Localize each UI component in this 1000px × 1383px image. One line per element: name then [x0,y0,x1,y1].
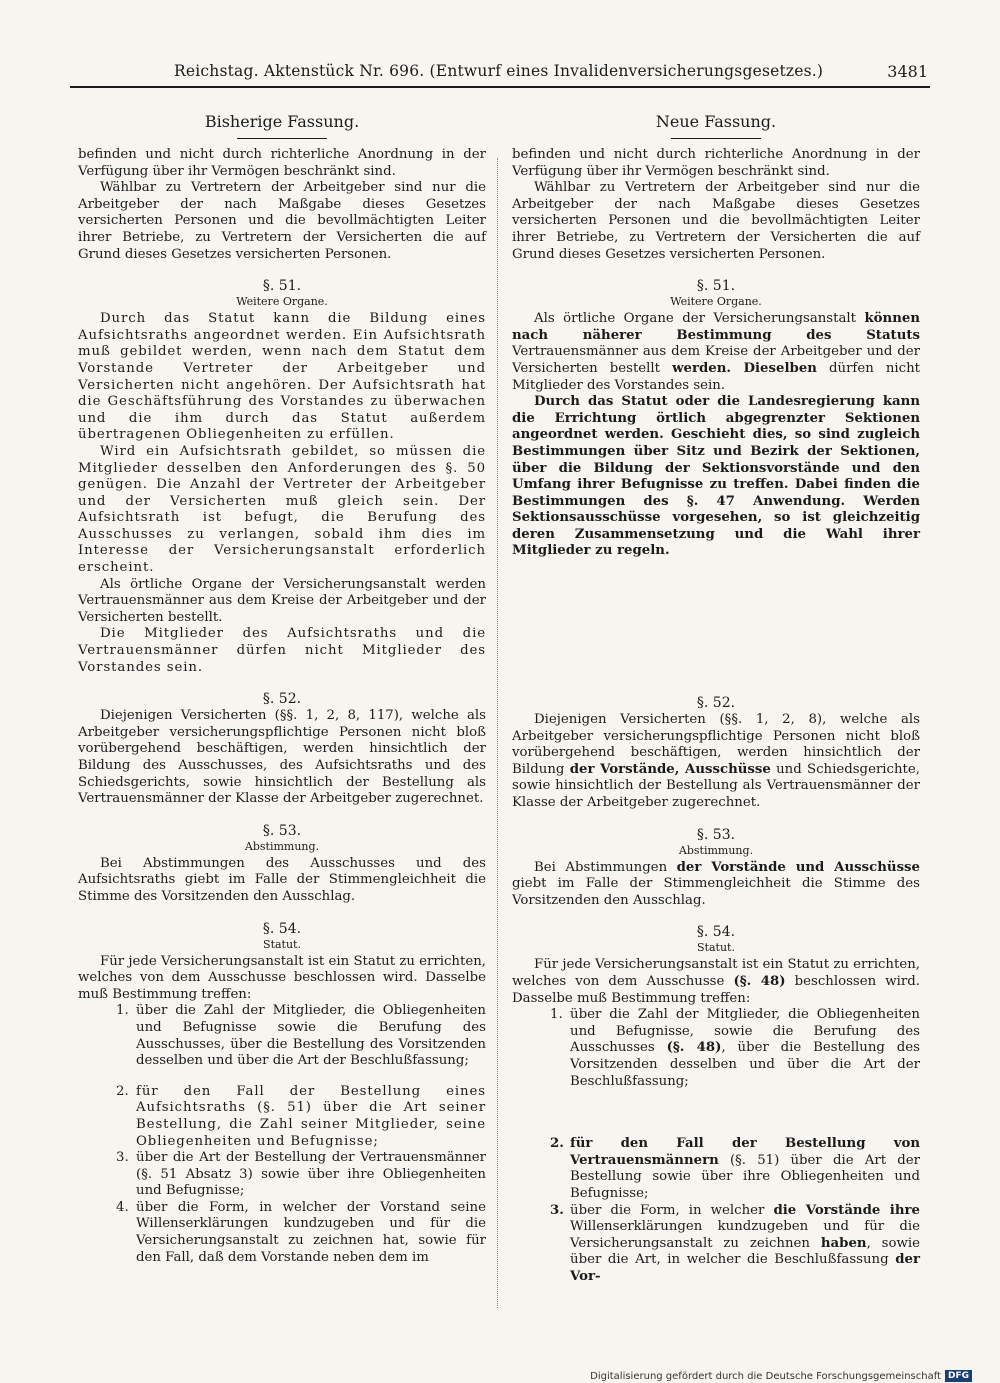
bold-run: der Vorstände, Ausschüsse [569,761,771,777]
bold-run: die Vorstände ihre [773,1202,920,1218]
list-number: 4. [116,1199,129,1215]
section-subtitle: Weitere Organe. [236,295,328,309]
paragraph: Durch das Statut kann die Bildung eines Aufsichtsraths angeordnet werden. Ein Aufsichtsrath muß gebildet werden, wenn nach dem Statut dem Vorstande Vertreter der Arbeitgeber und Versicherten nicht angehören. Der Aufsichtsrath hat die Geschäftsführung des Vorstandes zu überwachen und die ihm durch das Statut außerdem übertragenen Obliegenheiten zu erfüllen. [78,311,486,443]
section-subtitle: Statut. [697,941,735,955]
text-run: beschlossen wird. Dasselbe muß Bestimmung treffen: [512,974,920,1006]
list-number: 3. [116,1150,129,1166]
paragraph: Diejenigen Versicherten (§§. 1, 2, 8, 117), welche als Arbeitgeber versicherungspflichtige Personen nicht bloß vorübergehend beschäftigen, werden hinsichtlich der Bildung des Ausschusses, des Aufsichtsraths und des Schiedsgerichts, sowie hinsichtlich der Bestellung als Vertrauensmänner der Klasse der Arbeitgeber zugerechnet. [78,708,486,807]
bold-run: der Vor- [570,1252,920,1284]
bold-run: werden. Dieselben [672,360,817,376]
paragraph: Als örtliche Organe der Versicherungsanstalt werden Vertrauensmänner aus dem Kreise der Arbeitgeber und der Versicherten bestellt. [78,576,486,625]
text-run: dürfen nicht Mitglieder des Vorstandes sein. [512,360,921,393]
section-subtitle: Abstimmung. [244,839,320,853]
text-run: Vertrauensmänner aus dem Kreise der Arbeitgeber und der Versicherten bestellt [512,344,920,376]
paragraph: Die Mitglieder des Aufsichtsraths und die Vertrauensmänner dürfen nicht Mitglieder des Vorstandes sein. [78,626,486,675]
list-number: 2. [116,1083,129,1099]
column-new-version [512,110,920,1286]
text-run: über die Form, in welcher [570,1202,774,1218]
list-text: über die Zahl der Mitglieder, die Obliegenheiten und Befugnisse sowie die Berufung des Ausschusses, über die Bestellung des Vorsitzenden desselben und über die Art der Beschlußfassung; [136,1003,486,1069]
dfg-logo-icon: DFG [945,1370,972,1382]
section-subtitle: Statut. [263,937,301,951]
text-run: Bei Abstimmungen [534,859,677,875]
column-title-right: Neue Fassung. [655,112,777,131]
text-run: Willenserklärungen kundzugeben und für die Versicherungsanstalt zu zeichnen [570,1219,920,1251]
text-run: Diejenigen Versicherten (§§. 1, 2, 8), welche als Arbeitgeber versicherungspflichtige Personen nicht bloß vorübergehend beschäftigen, werden hinsichtlich der Bildung [512,712,920,777]
digitization-credit [590,1370,972,1382]
paragraph [512,957,920,1007]
running-title: Reichstag. Aktenstück Nr. 696. (Entwurf eines Invalidenversicherungsgesetzes.) [174,62,824,80]
list-item [116,1200,486,1266]
text-run: (§. 51) über die Art der Bestellung sowie über ihre Obliegenheiten und Befugnisse; [570,1152,920,1201]
bold-run: (§. 48) [733,974,786,989]
paragraph: befinden und nicht durch richterliche Anordnung in der Verfügung über ihr Vermögen beschränkt sind. [512,147,920,179]
paragraph: Bei Abstimmungen des Ausschusses und des Aufsichtsraths giebt im Falle der Stimmengleichheit die Stimme des Vorsitzenden den Ausschlag. [78,855,486,904]
list-item [116,1084,486,1150]
paragraph: Wird ein Aufsichtsrath gebildet, so müssen die Mitglieder desselben den Anforderungen des §. 50 genügen. Die Anzahl der Vertreter der Arbeitgeber und der Versicherten muß gleich sein. Der Aufsichtsrath ist befugt, die Berufung des Ausschusses zu verlangen, sobald ihm dies im Interesse der Versicherungsanstalt erforderlich erscheint. [78,443,486,576]
list-text [570,1007,920,1090]
list-number: 1. [550,1007,563,1023]
paragraph [512,712,920,812]
list-number: 2. [550,1136,564,1152]
section-heading: §. 53. [696,826,736,843]
paragraph [512,311,920,394]
section-heading: §. 54. [262,920,302,937]
list-text: über die Form, in welcher der Vorstand seine Willenserklärungen kundzugeben und für die Versicherungsanstalt zu zeichnen hat, sowie für den Fall, daß dem Vorstande neben dem im [136,1199,486,1265]
bold-run: (§. 48) [666,1040,722,1056]
text-run: giebt im Falle der Stimmengleichheit die Stimme des Vorsitzenden den Ausschlag. [512,876,920,908]
credit-text: Digitalisierung gefördert durch die Deutsche Forschungsgemeinschaft [590,1370,941,1382]
list-text: für den Fall der Bestellung eines Aufsichtsraths (§. 51) über die Art seiner Bestellung, die Zahl seiner Mitglieder, seine Obliegenheiten und Befugnisse; [136,1083,486,1149]
text-run: über die Zahl der Mitglieder, die Obliegenheiten und Befugnisse, sowie die Berufung des Ausschusses [570,1007,920,1056]
paragraph: befinden und nicht durch richterliche Anordnung in der Verfügung über ihr Vermögen beschränkt sind. [78,147,486,179]
column-divider [497,158,498,1308]
paragraph [512,860,920,910]
page-header [70,60,930,88]
bold-run: haben [820,1235,867,1251]
column-previous-version [78,110,486,1266]
bold-run: können nach näherer Bestimmung des Statuts [512,311,920,343]
paragraph: Für jede Versicherungsanstalt ist ein Statut zu errichten, welches von dem Ausschusse beschlossen wird. Dasselbe muß Bestimmung treffen: [78,953,486,1002]
list-text [570,1203,920,1286]
list-item [550,1203,920,1286]
bold-run: Durch das Statut oder die Landesregierung kann die Errichtung örtlich abgegrenzter Sektionen angeordnet werden. Geschieht dies, so sind zugleich Bestimmungen über Sitz und Bezirk der Sektionen, über die Bildung der Sektionsvorstände und den Umfang ihrer Befugnisse zu treffen. Dabei finden die Bestimmungen des §. 47 Anwendung. Werden Sektionsausschüsse vorgesehen, so ist gleichzeitig deren Zusammensetzung und die Wahl ihrer Mitglieder zu regeln. [512,394,920,559]
list-number: 1. [116,1003,129,1019]
list-item [550,1136,920,1202]
paragraph: Wählbar zu Vertretern der Arbeitgeber sind nur die Arbeitgeber der nach Maßgabe dieses Gesetzes versicherten Personen und die bevollmächtigten Leiter ihrer Betriebe, zu Vertretern der Versicherten die auf Grund dieses Gesetzes versicherten Personen. [512,180,920,262]
section-heading: §. 53. [262,822,302,839]
bold-run: für den Fall der Bestellung von Vertrauensmännern [570,1136,920,1168]
title-rule [671,138,761,139]
section-heading: §. 52. [262,691,302,708]
section-heading: §. 52. [696,695,736,712]
text-run: , sowie über die Art, in welcher die Beschlußfassung [570,1235,920,1268]
paragraph: Wählbar zu Vertretern der Arbeitgeber sind nur die Arbeitgeber der nach Maßgabe dieses Gesetzes versicherten Personen und die bevollmächtigten Leiter ihrer Betriebe, zu Vertretern der Versicherten die auf Grund dieses Gesetzes versicherten Personen. [78,180,486,262]
list-text [570,1136,920,1202]
section-subtitle: Abstimmung. [678,843,754,857]
section-heading: §. 51. [262,278,302,295]
text-run: Für jede Versicherungsanstalt ist ein Statut zu errichten, welches von dem Ausschusse [512,957,920,989]
list-text: über die Art der Bestellung der Vertrauensmänner (§. 51 Absatz 3) sowie über ihre Obliegenheiten und Befugnisse; [136,1150,486,1199]
page-number: 3481 [887,62,928,81]
list-number: 3. [550,1202,564,1218]
text-run: Als örtliche Organe der Versicherungsanstalt [534,311,865,327]
section-heading: §. 54. [696,924,736,941]
column-title-left: Bisherige Fassung. [204,112,360,131]
section-heading: §. 51. [696,278,736,295]
list-item [550,1007,920,1090]
paragraph-bold [512,394,920,560]
bold-run: der Vorstände und Ausschüsse [676,859,920,875]
title-rule [237,138,327,139]
text-run: und Schiedsgerichte, sowie hinsichtlich der Bestellung als Vertrauensmänner der Klasse der Arbeitgeber zugerechnet. [512,761,920,811]
list-item [116,1003,486,1069]
text-run: , über die Bestellung des Vorsitzenden desselben und über die Art der Beschlußfassung; [570,1040,920,1089]
list-item [116,1150,486,1200]
section-subtitle: Weitere Organe. [670,295,762,309]
